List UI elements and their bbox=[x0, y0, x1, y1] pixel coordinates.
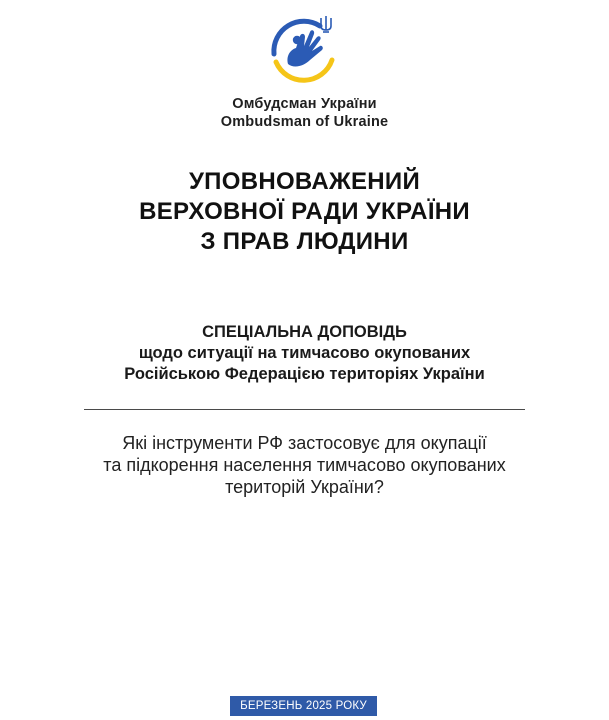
report-subtitle bbox=[0, 322, 609, 385]
date-badge: БЕРЕЗЕНЬ 2025 РОКУ bbox=[230, 696, 377, 716]
question-line: та підкорення населення тимчасово окупованих bbox=[103, 455, 506, 475]
title-line: ВЕРХОВНОЇ РАДИ УКРАЇНИ bbox=[139, 198, 470, 225]
report-question bbox=[0, 432, 609, 498]
organization-names bbox=[0, 95, 609, 131]
ombudsman-logo bbox=[260, 6, 348, 94]
title-line: З ПРАВ ЛЮДИНИ bbox=[200, 228, 409, 255]
page-title bbox=[0, 167, 609, 257]
org-name-ukrainian: Омбудсман України bbox=[232, 96, 377, 112]
ombudsman-hand-logo-icon bbox=[260, 6, 348, 94]
subtitle-line: щодо ситуації на тимчасово окупованих bbox=[138, 344, 471, 362]
subtitle-line: Російською Федерацією територіях України bbox=[124, 365, 485, 383]
title-line: УПОВНОВАЖЕНИЙ bbox=[188, 168, 421, 195]
subtitle-line: СПЕЦІАЛЬНА ДОПОВІДЬ bbox=[202, 323, 407, 341]
question-line: територій України? bbox=[225, 477, 384, 497]
org-name-english: Ombudsman of Ukraine bbox=[220, 114, 389, 130]
question-line: Які інструменти РФ застосовує для окупації bbox=[122, 433, 487, 453]
trident-icon bbox=[321, 16, 331, 32]
divider bbox=[84, 409, 525, 410]
